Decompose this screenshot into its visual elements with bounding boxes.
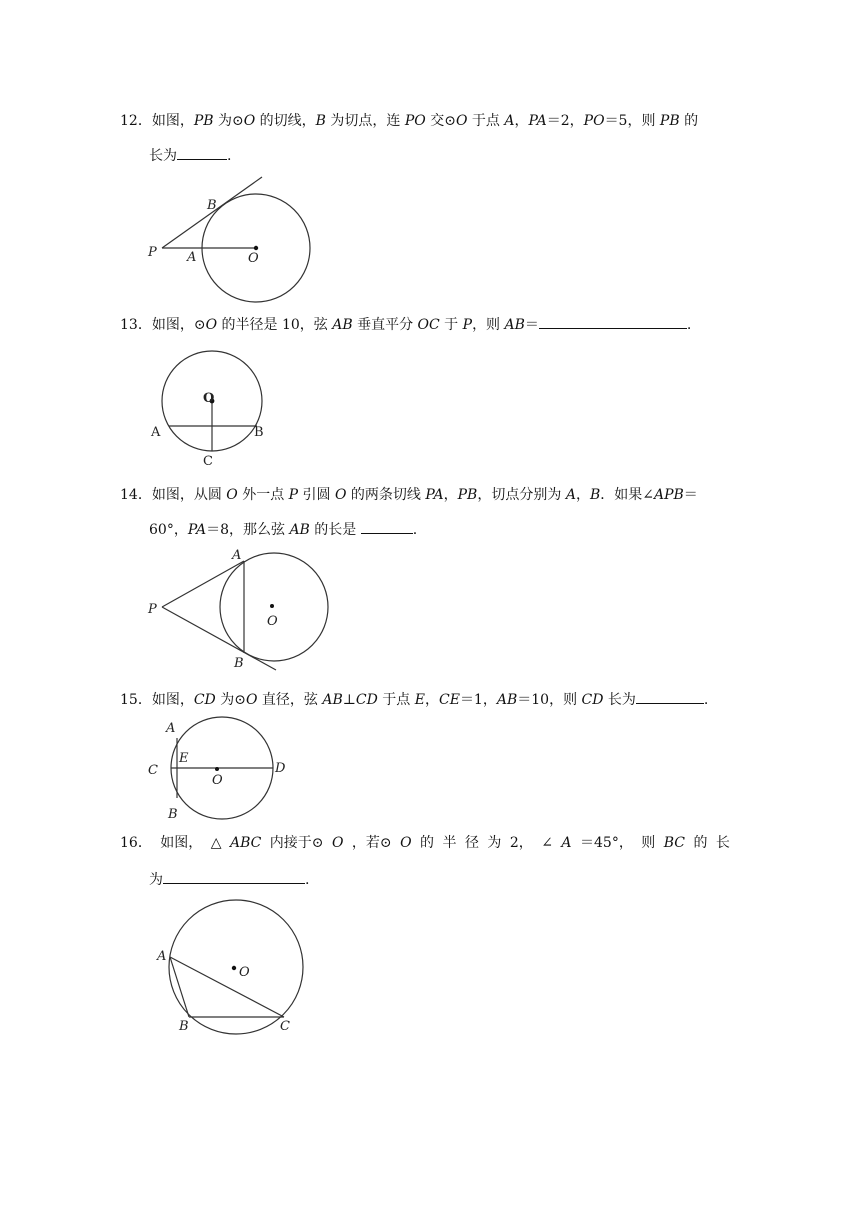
math-var: PO <box>583 113 605 129</box>
problem-14-line-2 <box>149 520 417 539</box>
label-p: P <box>148 245 157 260</box>
text-segment: ， <box>443 487 458 503</box>
tangent-pb <box>162 607 276 670</box>
label-o: O <box>212 773 223 788</box>
text-segment: 内接于⊙ <box>269 835 324 851</box>
problem-14-line-1 <box>120 486 698 504</box>
problem-13-line-1 <box>120 315 691 334</box>
math-var: E <box>414 692 425 708</box>
text-segment: 2， <box>509 835 533 851</box>
problem-number: 14． <box>120 487 152 503</box>
label-p: P <box>148 602 157 617</box>
label-o: O <box>267 614 278 629</box>
math-var: B <box>315 113 326 129</box>
circle-o <box>220 553 328 661</box>
label-a: A <box>166 721 176 736</box>
text-segment: 为⊙ <box>215 692 246 708</box>
text-segment: 长为 <box>149 148 177 164</box>
math-var: A <box>565 487 576 503</box>
text-segment: 如图，从圆 <box>151 487 227 503</box>
text-segment: 为 <box>487 835 502 851</box>
math-var: P <box>288 487 299 503</box>
center-dot <box>270 604 274 608</box>
label-e: E <box>179 751 189 766</box>
math-var: PA <box>425 487 444 503</box>
center-dot <box>232 966 236 970</box>
label-a: A <box>232 548 242 563</box>
text-segment: 于点 <box>377 692 415 708</box>
text-segment: 引圆 <box>298 487 335 503</box>
problem-12-line-2 <box>149 146 231 165</box>
math-var: A <box>561 835 572 851</box>
text-segment: ， <box>514 113 529 129</box>
math-var: PB <box>659 113 680 129</box>
text-segment: ⊥ <box>342 692 356 708</box>
math-var: OC <box>417 317 440 333</box>
figure-16 <box>145 895 325 1035</box>
answer-blank[interactable] <box>177 146 227 160</box>
text-segment: 则 <box>641 835 656 851</box>
text-segment: 长 <box>715 835 730 851</box>
text-segment: 为切点，连 <box>325 113 405 129</box>
problem-12-line-1 <box>120 112 698 130</box>
label-o: O <box>248 251 259 266</box>
figure-15 <box>140 712 300 824</box>
text-segment: 的 <box>679 113 699 129</box>
label-c: C <box>280 1019 290 1034</box>
label-c: C <box>148 763 158 778</box>
math-var: AB <box>289 522 310 538</box>
math-var: O <box>243 113 256 129</box>
math-var: APB <box>653 487 684 503</box>
answer-blank[interactable] <box>539 315 687 329</box>
label-b: B <box>254 425 264 440</box>
center-dot <box>215 767 219 771</box>
text-segment: ＝ <box>683 487 698 503</box>
math-var: A <box>504 113 515 129</box>
math-var: PA <box>187 522 207 538</box>
label-o: O <box>239 965 250 980</box>
figure-14 <box>140 540 340 675</box>
tangent-pa <box>162 561 244 607</box>
label-b: B <box>179 1019 189 1034</box>
text-segment: ＝ <box>524 317 539 333</box>
math-var: CD <box>581 692 604 708</box>
text-segment: ＝8，那么弦 <box>206 522 290 538</box>
problem-16-line-2 <box>149 870 309 889</box>
text-segment: ＝5，则 <box>604 113 660 129</box>
text-segment: 的半径是 10，弦 <box>217 317 333 333</box>
math-var: O <box>205 317 218 333</box>
text-segment: ＝45°， <box>580 835 633 851</box>
text-segment: . <box>412 522 418 538</box>
math-var: P <box>462 317 473 333</box>
text-segment: 外一点 <box>237 487 289 503</box>
text-segment: 为 <box>149 872 163 888</box>
text-segment: 于点 <box>467 113 505 129</box>
label-b: B <box>207 198 217 213</box>
text-segment: 如图， <box>151 692 194 708</box>
text-segment: 如图，⊙ <box>151 317 206 333</box>
problem-15-line-1 <box>120 690 708 709</box>
math-var: CD <box>355 692 378 708</box>
math-var: PB <box>193 113 214 129</box>
math-var: AB <box>332 317 353 333</box>
math-var: O <box>455 113 468 129</box>
math-var: AB <box>496 692 518 708</box>
text-segment: ，则 <box>472 317 505 333</box>
label-d: D <box>275 761 286 776</box>
text-segment: ＝1， <box>459 692 497 708</box>
center-dot <box>254 246 258 250</box>
text-segment: 的 <box>693 835 708 851</box>
label-b: B <box>168 807 178 822</box>
math-var: O <box>335 487 347 503</box>
side-ac <box>170 957 284 1017</box>
math-var: O <box>245 692 258 708</box>
text-segment: △ <box>210 835 222 851</box>
text-segment: . <box>703 692 709 708</box>
problem-16-line-1 <box>120 834 730 852</box>
answer-blank[interactable] <box>361 520 413 534</box>
text-segment: ，若⊙ <box>351 835 392 851</box>
math-var: AB <box>322 692 343 708</box>
text-segment: 垂直平分 <box>352 317 418 333</box>
text-segment: 为⊙ <box>213 113 244 129</box>
text-segment: ∠ <box>541 835 553 851</box>
text-segment: 的两条切线 <box>346 487 426 503</box>
problem-number: 13． <box>120 317 152 333</box>
label-b: B <box>234 656 244 671</box>
figure-12 <box>140 170 340 305</box>
problem-number: 15． <box>120 692 152 708</box>
text-segment: 径 <box>464 835 479 851</box>
math-var: PA <box>528 113 547 129</box>
label-a: A <box>151 425 161 440</box>
text-segment: 直径，弦 <box>257 692 323 708</box>
text-segment: ，切点分别为 <box>477 487 566 503</box>
text-segment: 半 <box>442 835 457 851</box>
text-segment: . <box>305 872 310 888</box>
text-segment: 的 <box>420 835 435 851</box>
label-o: O <box>203 391 215 406</box>
text-segment: 长为 <box>603 692 636 708</box>
math-var: AB <box>504 317 525 333</box>
text-segment: 于 <box>439 317 463 333</box>
math-var: B <box>589 487 601 503</box>
text-segment: . <box>686 317 692 333</box>
math-var: O <box>226 487 238 503</box>
text-segment: ， <box>425 692 439 708</box>
text-segment: 的长是 <box>309 522 361 538</box>
text-segment: 的切线， <box>255 113 316 129</box>
answer-blank[interactable] <box>636 690 704 704</box>
math-var: PB <box>457 487 478 503</box>
math-var: CE <box>439 692 460 708</box>
math-var: BC <box>663 835 685 851</box>
text-segment: ＝2， <box>546 113 584 129</box>
math-var: ABC <box>229 835 262 851</box>
text-segment: ， <box>575 487 590 503</box>
math-var: O <box>331 835 344 851</box>
label-a: A <box>157 949 167 964</box>
problem-number: 16． <box>120 835 152 851</box>
answer-blank[interactable] <box>163 870 305 884</box>
figure-13 <box>140 345 280 470</box>
math-var: PO <box>404 113 426 129</box>
problem-number: 12． <box>120 113 152 129</box>
text-segment: 交⊙ <box>425 113 456 129</box>
label-a: A <box>187 250 197 265</box>
text-segment: 如图， <box>151 113 194 129</box>
text-segment: ．如果∠ <box>600 487 654 503</box>
math-var: CD <box>193 692 216 708</box>
text-segment: . <box>227 148 232 164</box>
math-var: O <box>400 835 412 851</box>
text-segment: 如图， <box>160 835 203 851</box>
label-c: C <box>203 454 213 469</box>
text-segment: ＝10，则 <box>517 692 582 708</box>
text-segment: 60°， <box>149 522 188 538</box>
